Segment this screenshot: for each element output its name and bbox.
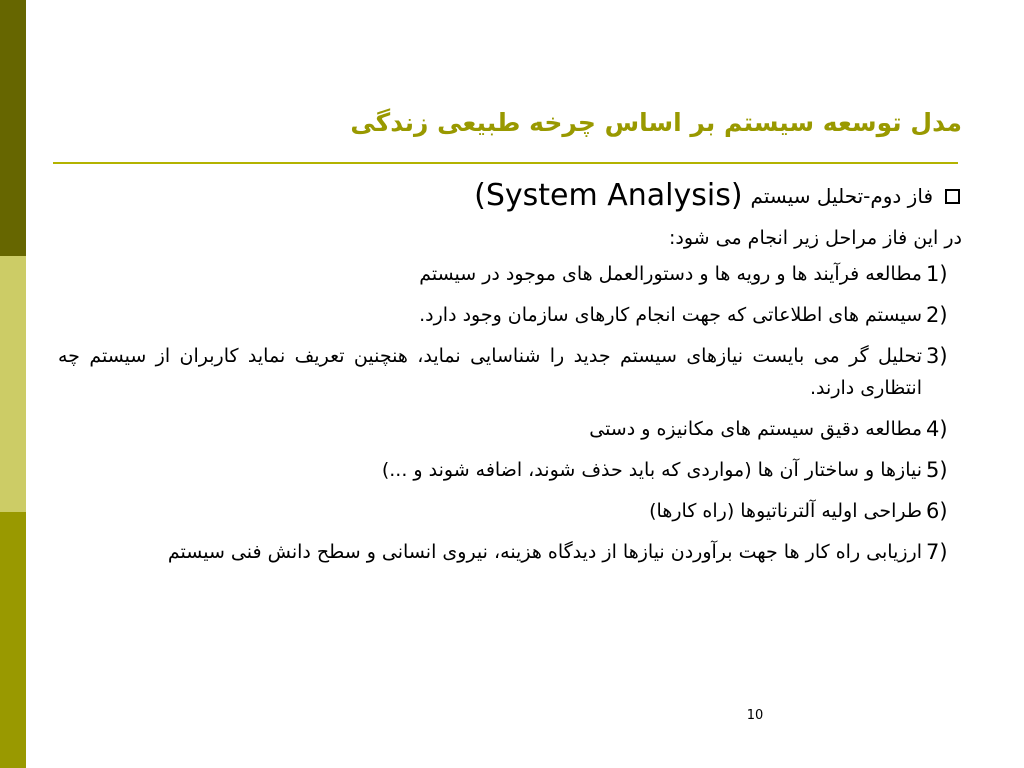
list-item-text: مطالعه دقیق سیستم های مکانیزه و دستی <box>589 418 922 440</box>
list-item <box>58 454 962 486</box>
list-item-number: 7) <box>926 540 948 564</box>
list-item-text: ارزیابی راه کار ها جهت برآوردن نیازها از دیدگاه هزینه، نیروی انسانی و سطح دانش فنی سیستم <box>167 541 922 563</box>
square-bullet-icon <box>945 189 960 204</box>
list-item-text: مطالعه فرآیند ها و رویه ها و دستورالعمل های موجود در سیستم <box>419 263 922 285</box>
list-item <box>58 536 962 568</box>
page-number: 10 <box>746 708 764 723</box>
list-item-text: طراحی اولیه آلترناتیوها (راه کارها) <box>649 500 922 522</box>
sidebar-block-bottom <box>0 512 26 768</box>
numbered-list <box>58 258 962 568</box>
list-item-number: 3) <box>926 344 948 368</box>
sidebar-decoration <box>0 0 26 768</box>
list-item <box>58 258 962 290</box>
slide-content <box>58 176 962 577</box>
list-item-number: 1) <box>926 262 948 286</box>
list-item <box>58 299 962 331</box>
sidebar-block-top <box>0 0 26 256</box>
list-item-text: تحلیل گر می بایست نیازهای سیستم جدید را شناسایی نماید، هنچنین تعریف نماید کاربران از سیستم چه انتظاری دارند. <box>58 345 922 399</box>
phase-label-fa: فاز دوم-تحلیل سیستم <box>750 184 933 208</box>
sidebar-block-middle <box>0 256 26 512</box>
intro-text: در این فاز مراحل زیر انجام می شود: <box>668 227 962 249</box>
list-item-text: سیستم های اطلاعاتی که جهت انجام کارهای سازمان وجود دارد. <box>419 304 922 326</box>
title-divider <box>53 162 958 164</box>
slide-title: مدل توسعه سیستم بر اساس چرخه طبیعی زندگی <box>350 108 962 137</box>
phase-label-en: (System Analysis) <box>474 178 743 213</box>
list-item <box>58 340 962 404</box>
list-item-number: 5) <box>926 458 948 482</box>
list-item-number: 2) <box>926 303 948 327</box>
list-item <box>58 495 962 527</box>
list-item-number: 4) <box>926 417 948 441</box>
list-item-number: 6) <box>926 499 948 523</box>
phase-heading <box>58 176 962 216</box>
list-item-text: نیازها و ساختار آن ها (مواردی که باید حذف شوند، اضافه شوند و ...) <box>381 459 922 481</box>
list-item <box>58 413 962 445</box>
